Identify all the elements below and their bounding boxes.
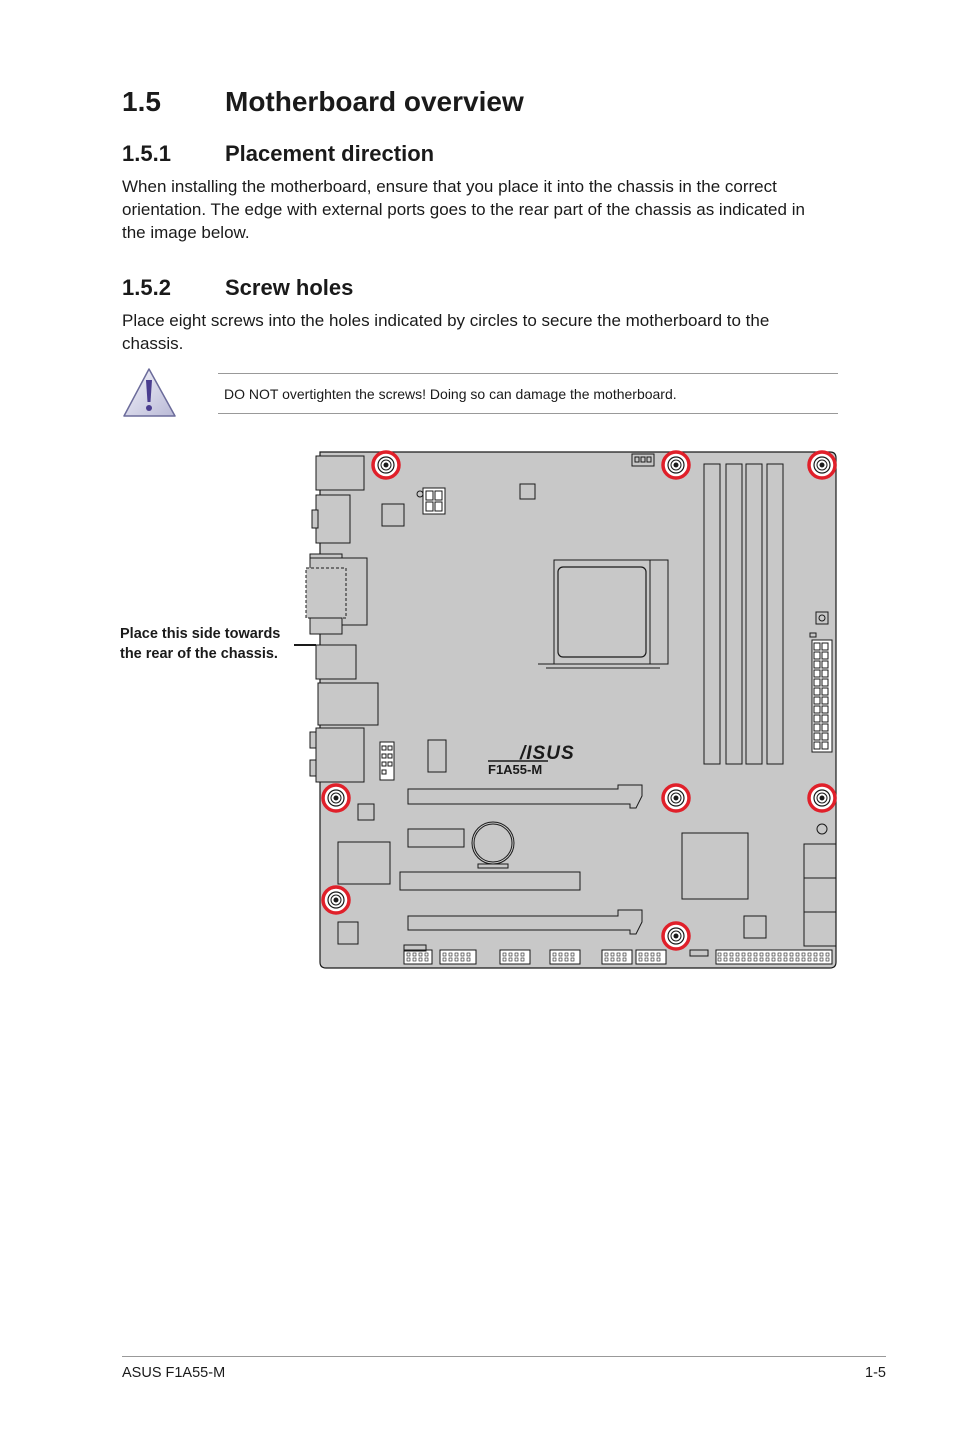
cpu-socket — [554, 560, 668, 664]
section-title: Motherboard overview — [225, 86, 524, 117]
subsection-title: Screw holes — [225, 275, 354, 300]
subsection-title: Placement direction — [225, 141, 435, 166]
footer-product: ASUS F1A55-M — [122, 1365, 226, 1381]
subsection-number: 1.5.1 — [122, 141, 171, 166]
caution-text: DO NOT overtighten the screws! Doing so can damage the motherboard. — [224, 386, 677, 402]
board-model-label: F1A55-M — [488, 762, 543, 777]
io-usb2 — [316, 645, 356, 679]
subsection-number: 1.5.2 — [122, 275, 171, 300]
footer-page-number: 1-5 — [865, 1365, 886, 1381]
io-ps2 — [316, 456, 364, 490]
screw-hole-marker — [663, 452, 689, 478]
placement-paragraph: When installing the motherboard, ensure that you place it into the chassis in the correct orientation. The edge with external ports goes to the rear part of the chassis as indicated in the image below. — [122, 177, 805, 242]
screw-hole-marker — [323, 887, 349, 913]
screws-paragraph: Place eight screws into the holes indicated by circles to secure the motherboard to the chassis. — [122, 311, 770, 353]
io-audio — [316, 728, 364, 782]
subsection-heading-screws — [122, 275, 353, 301]
screw-hole-marker — [663, 923, 689, 949]
screw-hole-marker — [663, 785, 689, 811]
caution-box — [218, 373, 838, 414]
section-heading — [122, 86, 524, 118]
asus-logo: /ISUS — [520, 743, 575, 764]
motherboard-diagram — [290, 440, 850, 980]
board-outline — [320, 452, 836, 968]
subsection-heading-placement — [122, 141, 434, 167]
screw-hole-marker — [809, 452, 835, 478]
io-lan — [318, 683, 378, 725]
rear-side-label: Place this side towards the rear of the chassis. — [120, 626, 281, 662]
screw-hole-marker — [809, 785, 835, 811]
io-usb — [316, 495, 350, 543]
screw-hole-marker — [373, 452, 399, 478]
screw-hole-marker — [323, 785, 349, 811]
footer-rule — [122, 1356, 886, 1357]
warning-triangle-icon — [122, 366, 178, 420]
section-number: 1.5 — [122, 86, 161, 117]
